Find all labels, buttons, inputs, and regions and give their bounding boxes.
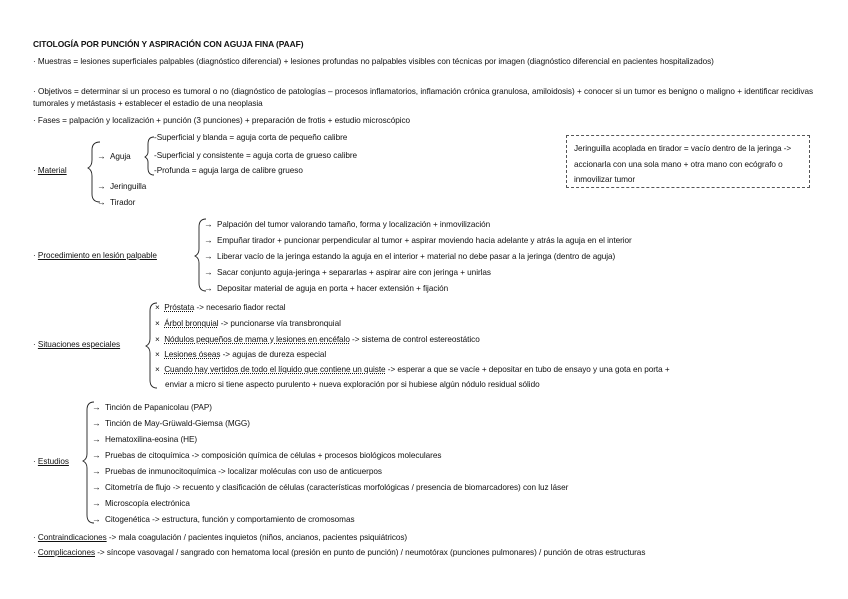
arrow-icon: → — [92, 402, 101, 412]
cross-bullet-icon: × — [155, 365, 160, 374]
aguja-label: Aguja — [110, 152, 131, 161]
material-label: Material — [37, 166, 67, 175]
jeringuilla-row: → Jeringuilla — [97, 181, 147, 191]
estudio-item: → Tinción de May-Grüwald-Giemsa (MGG) — [92, 418, 250, 428]
estudio-item: → Pruebas de citoquímica -> composición química de células + procesos biológicos moleculares — [92, 450, 442, 460]
situaciones-bracket — [146, 303, 157, 388]
cross-bullet-icon: × — [155, 319, 160, 328]
objetivos-paragraph: · Objetivos = determinar si un proceso es tumoral o no (diagnóstico de patologías – procesos inflamatorios, inflamación crónica granulosa, amiloidosis) + conocer si un tumor es benigno o maligno + identificar recidivas tumorales y metástasis + establecer el estadio de una neoplasia — [33, 87, 813, 108]
arrow-icon: → — [204, 235, 213, 245]
arrow-icon: → — [92, 498, 101, 508]
situacion-item: × Árbol bronquial -> puncionarse vía transbronquial — [155, 319, 341, 328]
note-text: Jeringuilla acoplada en tirador = vacío dentro de la jeringa -> accionarla con una sola mano + otra mano con ecógrafo o inmovilizar tumor — [574, 144, 792, 184]
contraindicaciones-label: Contraindicaciones — [37, 533, 107, 542]
aguja-item: -Superficial y consistente = aguja corta de grueso calibre — [154, 151, 358, 160]
estudio-item: → Tinción de Papanicolau (PAP) — [92, 402, 212, 412]
cross-bullet-icon: × — [155, 350, 160, 359]
aguja-bracket — [145, 137, 154, 175]
estudio-item: → Pruebas de inmunocitoquímica -> localizar moléculas con uso de anticuerpos — [92, 466, 382, 476]
procedimiento-item: → Empuñar tirador + puncionar perpendicular al tumor + aspirar moviendo hacia adelante y atrás la aguja en el interior — [204, 235, 632, 245]
aguja-row — [97, 151, 131, 162]
situaciones-label: Situaciones especiales — [37, 340, 121, 349]
procedimiento-label: Procedimiento en lesión palpable — [37, 251, 157, 260]
situacion-item: × Cuando hay vertidos de todo el líquido que contiene un quiste -> esperar a que se vacíe + depositar en tubo de ensayo y una gota en porta + — [155, 365, 670, 374]
situaciones-label-row: · Situaciones especiales — [33, 340, 121, 349]
fases-line: · Fases = palpación y localización + punción (3 punciones) + preparación de frotis + estudio microscópico — [33, 116, 411, 125]
estudio-item: → Citogenética -> estructura, función y comportamiento de cromosomas — [92, 514, 355, 524]
cross-bullet-icon: × — [155, 303, 160, 312]
procedimiento-item: → Liberar vacío de la jeringa estando la aguja en el interior + material no debe pasar a la jeringa (dentro de aguja) — [204, 251, 616, 261]
procedimiento-item: → Palpación del tumor valorando tamaño, forma y localización + inmovilización — [204, 219, 491, 229]
situacion-continuation: enviar a micro si tiene aspecto purulento + nueva exploración por si hubiese algún nódulo residual sólido — [165, 380, 540, 389]
contraindicaciones-line: · Contraindicaciones -> mala coagulación / pacientes inquietos (niños, ancianos, pacientes psiquiátricos) — [33, 533, 408, 542]
arrow-icon: → — [204, 283, 213, 293]
procedimiento-label-row: · Procedimiento en lesión palpable — [33, 251, 157, 260]
arrow-icon: → — [204, 219, 213, 229]
estudio-item: → Hematoxilina-eosina (HE) — [92, 434, 198, 444]
arrow-icon: → — [204, 251, 213, 261]
estudio-item: → Citometría de flujo -> recuento y clasificación de células (características morfológicas / presencia de biomarcadores) con luz láser — [92, 482, 569, 492]
arrow-icon: → — [92, 434, 101, 444]
arrow-icon: → — [92, 482, 101, 492]
arrow-icon: → — [204, 267, 213, 277]
complicaciones-label: Complicaciones — [37, 548, 95, 557]
note-box — [566, 135, 810, 188]
situacion-item: × Próstata -> necesario fiador rectal — [155, 303, 286, 312]
situacion-item: × Lesiones óseas -> agujas de dureza especial — [155, 350, 327, 359]
procedimiento-item: → Depositar material de aguja en porta + hacer extensión + fijación — [204, 283, 449, 293]
muestras-paragraph: · Muestras = lesiones superficiales palpables (diagnóstico diferencial) + lesiones profundas no palpables visibles con técnicas por imagen (diagnóstico diferencial en pacientes hospitalizados) — [33, 57, 714, 66]
arrow-icon: → — [92, 514, 101, 524]
arrow-icon: → — [92, 450, 101, 460]
page-title: CITOLOGÍA POR PUNCIÓN Y ASPIRACIÓN CON AGUJA FINA (PAAF) — [33, 39, 304, 49]
material-label-row: · Material — [33, 166, 67, 175]
estudios-label-row: · Estudios — [33, 457, 69, 466]
estudio-item: → Microscopía electrónica — [92, 498, 190, 508]
situacion-item: × Nódulos pequeños de mama y lesiones en encéfalo -> sistema de control estereostático — [155, 335, 480, 344]
cross-bullet-icon: × — [155, 335, 160, 344]
tirador-row: → Tirador — [97, 197, 136, 207]
arrow-icon: → — [92, 418, 101, 428]
complicaciones-line: · Complicaciones -> síncope vasovagal / sangrado con hematoma local (presión en punto de punción) / neumotórax (punciones pulmonares) / punción de otras estructuras — [33, 548, 646, 557]
aguja-item: -Profunda = aguja larga de calibre grueso — [154, 166, 303, 175]
arrow-icon: → — [97, 181, 106, 191]
estudios-label: Estudios — [37, 457, 69, 466]
procedimiento-item: → Sacar conjunto aguja-jeringa + separarlas + aspirar aire con jeringa + unirlas — [204, 267, 491, 277]
arrow-icon: → — [92, 466, 101, 476]
aguja-item: -Superficial y blanda = aguja corta de pequeño calibre — [154, 133, 348, 142]
arrow-icon: → — [97, 197, 106, 207]
arrow-icon: → — [97, 151, 106, 161]
